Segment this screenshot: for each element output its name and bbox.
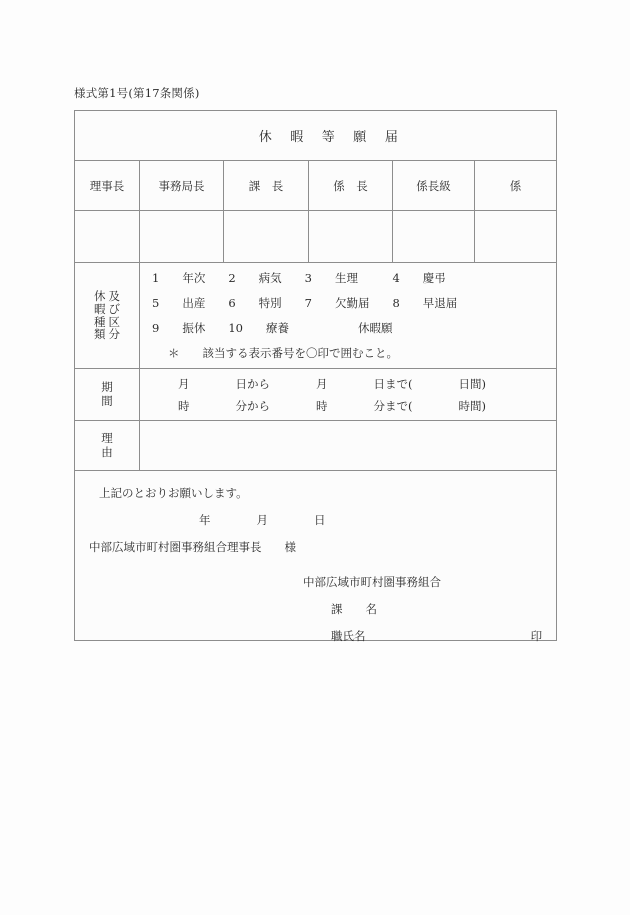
approver-stamp-jimukyoku[interactable]: [140, 211, 224, 263]
applicant-section-label[interactable]: 課 名: [331, 602, 377, 616]
reason-label-cell: [75, 421, 140, 471]
title-char-4: 願: [353, 130, 367, 145]
period-value-cell[interactable]: [140, 369, 557, 421]
vchar: 区: [108, 314, 120, 329]
leave-type-row: [75, 263, 557, 369]
approver-header-kakarichokyu: 係長級: [393, 161, 475, 211]
vchar: 暇: [94, 301, 106, 316]
period-day-line[interactable]: 月 日から 月 日まで( 日間): [178, 376, 486, 391]
leave-type-line-1[interactable]: 1 年次 2 病気 3 生理 4 慶弔: [152, 270, 446, 285]
approver-stamp-row: [75, 211, 557, 263]
approver-header-kacho: 課 長: [224, 161, 309, 211]
leave-type-line-3[interactable]: 9 振休 10 療養 休暇願: [152, 320, 393, 335]
leave-type-label-cell: [75, 263, 140, 369]
approver-header-kakaricho: 係 長: [309, 161, 393, 211]
date-line[interactable]: 年 月 日: [199, 513, 326, 527]
vchar: 期: [101, 379, 113, 394]
vchar: 及: [108, 288, 120, 303]
vchar: 間: [101, 393, 113, 408]
vchar: 種: [94, 314, 106, 329]
title-char-3: 等: [321, 130, 336, 145]
leave-type-note: ＊ 該当する表示番号を〇印で囲むこと。: [168, 346, 398, 360]
title-char-1: 休: [258, 130, 273, 145]
form-number-label: 様式第1号(第17条関係): [74, 86, 200, 100]
vchar: 分: [108, 327, 120, 342]
vchar: 類: [94, 327, 106, 342]
approver-stamp-kakarichokyu[interactable]: [393, 211, 475, 263]
period-label-cell: [75, 369, 140, 421]
footer-cell: [75, 471, 557, 641]
vchar: 理: [101, 430, 113, 445]
approver-stamp-kakari[interactable]: [475, 211, 557, 263]
reason-row: [75, 421, 557, 471]
reason-input-cell[interactable]: [140, 421, 557, 471]
reason-label: [75, 432, 139, 460]
vchar: 休: [94, 288, 106, 303]
approver-stamp-kakaricho[interactable]: [309, 211, 393, 263]
leave-type-label-left: [94, 290, 106, 342]
leave-type-label: [75, 290, 139, 342]
applicant-signature-label[interactable]: 職氏名: [331, 629, 366, 643]
title-row: [75, 111, 557, 161]
leave-type-label-right: [109, 290, 121, 342]
vchar: び: [108, 301, 120, 316]
leave-type-options-cell[interactable]: [140, 263, 557, 369]
approver-header-row: [75, 161, 557, 211]
leave-application-form: [74, 110, 557, 641]
form-title-cell: [75, 111, 557, 161]
period-row: [75, 369, 557, 421]
addressee-line: 中部広域市町村圏事務組合理事長 様: [89, 540, 296, 554]
footer-row: [75, 471, 557, 641]
title-char-5: 届: [384, 130, 399, 145]
approver-header-jimukyoku: 事務局長: [140, 161, 224, 211]
period-time-line[interactable]: 時 分から 時 分まで( 時間): [178, 398, 486, 413]
approver-stamp-kacho[interactable]: [224, 211, 309, 263]
period-label: [75, 381, 139, 409]
approver-header-riji: 理事長: [75, 161, 140, 211]
title-char-2: 暇: [290, 130, 304, 145]
leave-type-line-2[interactable]: 5 出産 6 特別 7 欠勤届 8 早退届: [152, 295, 458, 310]
applicant-organization: 中部広域市町村圏事務組合: [303, 575, 441, 589]
request-statement: 上記のとおりお願いします。: [99, 486, 248, 500]
approver-header-kakari: 係: [475, 161, 557, 211]
approver-stamp-riji[interactable]: [75, 211, 140, 263]
form-title: [233, 126, 399, 145]
seal-mark[interactable]: 印: [530, 629, 543, 643]
vchar: 由: [101, 444, 113, 459]
